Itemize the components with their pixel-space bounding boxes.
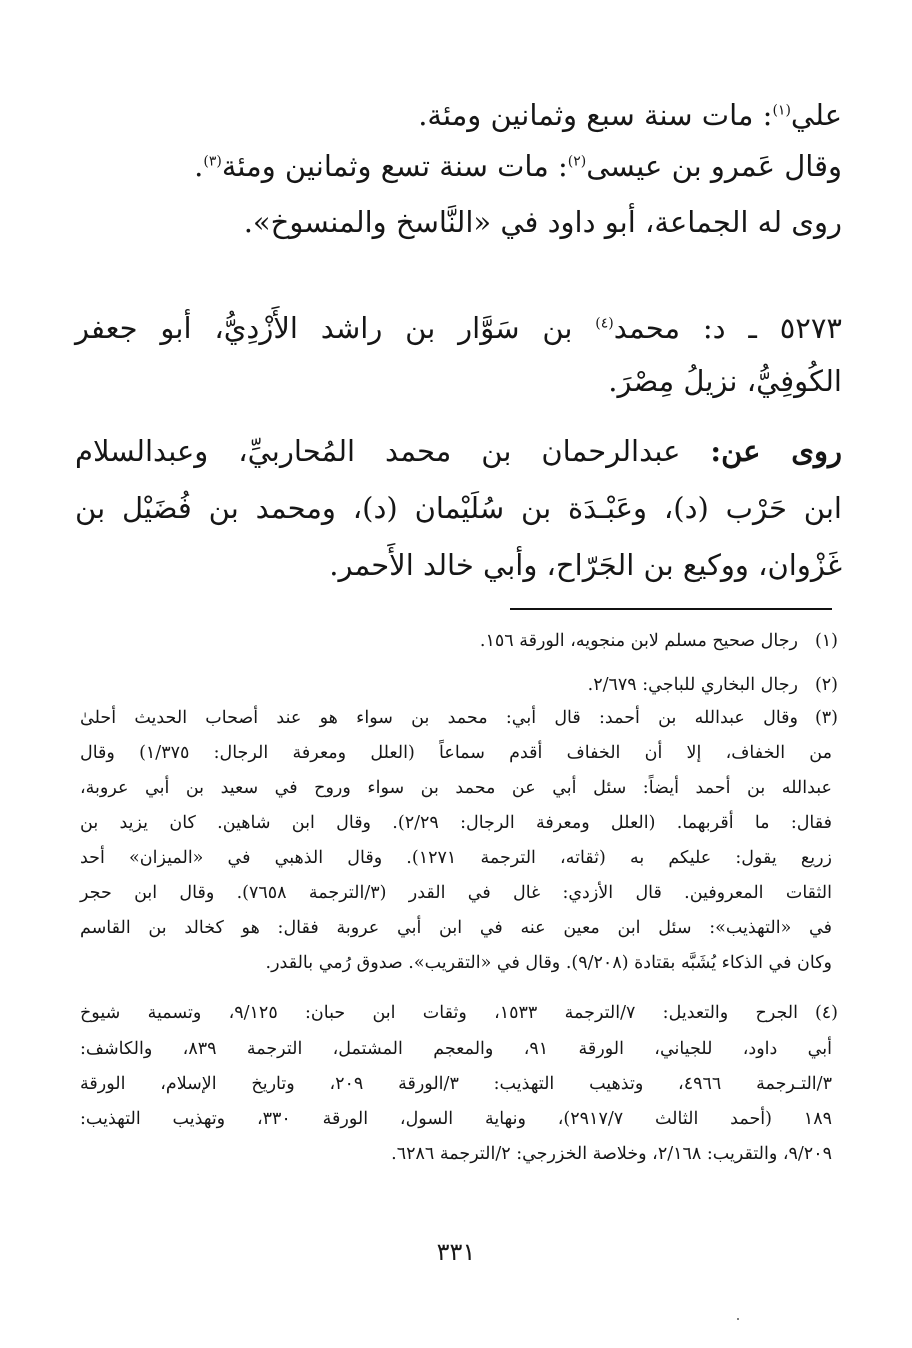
footnote-4: [80, 1000, 838, 1026]
footnote-1: [80, 628, 838, 654]
footnote-3-line: عبدالله بن أحمد أيضاً: سئل أبي عن محمد بن سواء وروح في سعيد بن أبي عروبة،: [80, 778, 832, 798]
entry-heading: [75, 313, 842, 345]
footnote-4-line: ٩/٢٠٩، والتقريب: ٢/١٦٨، وخلاصة الخزرجي: ٢/الترجمة ٦٢٨٦.: [391, 1144, 832, 1164]
entry-heading-continuation: الكُوفِيُّ، نزيلُ مِصْرَ.: [608, 364, 842, 398]
entry-lineage: بن سَوَّار بن راشد الأَزْدِيُّ، أبو جعفر: [75, 311, 596, 345]
footnote-marker: (٣): [203, 153, 222, 170]
main-text-line: روى له الجماعة، أبو داود في «النَّاسخ والمنسوخ».: [243, 205, 842, 239]
main-text-line: [75, 100, 842, 132]
main-text-line: [75, 151, 842, 183]
narrator-list-line: ابن حَرْب (د)، وعَبْـدَة بن سُلَيْمان (د)، ومحمد بن فُضَيْل بن: [75, 491, 842, 525]
narrator-list-line: غَزْوان، ووكيع بن الجَرّاح، وأبي خالد الأَحمر.: [329, 548, 842, 582]
footnote-number: (٤): [814, 1003, 838, 1023]
footnote-4-line: أبي داود، للجياني، الورقة ٩١، والمعجم المشتمل، الترجمة ٨٣٩، والكاشف:: [80, 1039, 832, 1059]
footnote-3-line: في «التهذيب»: سئل ابن معين عنه في ابن أبي عروبة فقال: هو كخالد بن القاسم: [80, 918, 832, 938]
footnote-text: رجال البخاري للباجي: ٢/٦٧٩.: [587, 675, 798, 695]
main-text-segment: : مات سنة تسع وثمانين ومئة: [221, 149, 568, 183]
footnote-3-line: من الخفاف، إلا أن الخفاف أقدم سماعاً (العلل ومعرفة الرجال: ١/٣٧٥) وقال: [80, 743, 832, 763]
main-text-segment: .: [194, 149, 204, 183]
footnote-text: وقال عبدالله بن أحمد: قال أبي: محمد بن سواء هو عند أصحاب الحديث أحلىٰ: [80, 708, 798, 728]
footnote-number: (٢): [814, 675, 838, 695]
footnote-text: الجرح والتعديل: ٧/الترجمة ١٥٣٣، وثقات ابن حبان: ٩/١٢٥، وتسمية شيوخ: [80, 1003, 798, 1023]
main-text-segment: علي: [790, 98, 842, 132]
main-text-segment: : مات سنة سبع وثمانين ومئة.: [418, 98, 773, 132]
footnote-number: (٣): [814, 708, 838, 728]
footnote-marker: (٤): [595, 315, 614, 332]
footnote-separator: [510, 608, 832, 610]
footnote-number: (١): [814, 631, 838, 651]
footnote-3-line: زريع يقول: عليكم به (ثقاته، الترجمة ١٢٧١). وقال الذهبي في «الميزان» أحد: [80, 848, 832, 868]
footnote-marker: (١): [772, 102, 791, 119]
scan-speck: [737, 1318, 739, 1320]
footnote-marker: (٢): [567, 153, 587, 170]
footnote-4-line: ١٨٩ (أحمد الثالث ٢٩١٧/٧)، ونهاية السول، الورقة ٣٣٠، وتهذيب التهذيب:: [80, 1109, 832, 1129]
narrated-from-label: روى عن:: [710, 434, 842, 468]
page-number: ٣٣١: [436, 1238, 476, 1266]
footnote-3: [80, 705, 838, 731]
main-text-segment: وقال عَمرو بن عيسى: [586, 149, 842, 183]
narrated-from-line: [75, 436, 842, 468]
entry-number-name: ٥٢٧٣ ـ د: محمد: [613, 311, 842, 345]
footnote-3-line: وكان في الذكاء يُشَبَّه بقتادة (٩/٢٠٨). وقال في «التقريب». صدوق رُمي بالقدر.: [265, 953, 832, 973]
footnote-2: [80, 672, 838, 698]
footnote-3-line: الثقات المعروفين. قال الأزدي: غال في القدر (٣/الترجمة ٧٦٥٨). وقال ابن حجر: [80, 883, 832, 903]
narrator-list: عبدالرحمان بن محمد المُحاربيِّ، وعبدالسلام: [75, 434, 711, 468]
footnote-3-line: فقال: ما أقربهما. (العلل ومعرفة الرجال: ٢/٢٩). وقال ابن شاهين. كان يزيد بن: [80, 813, 832, 833]
footnote-text: رجال صحيح مسلم لابن منجويه، الورقة ١٥٦.: [479, 631, 798, 651]
footnote-4-line: ٣/التـرجمة ٤٩٦٦، وتذهيب التهذيب: ٣/الورقة ٢٠٩، وتاريخ الإسلام، الورقة: [80, 1074, 832, 1094]
